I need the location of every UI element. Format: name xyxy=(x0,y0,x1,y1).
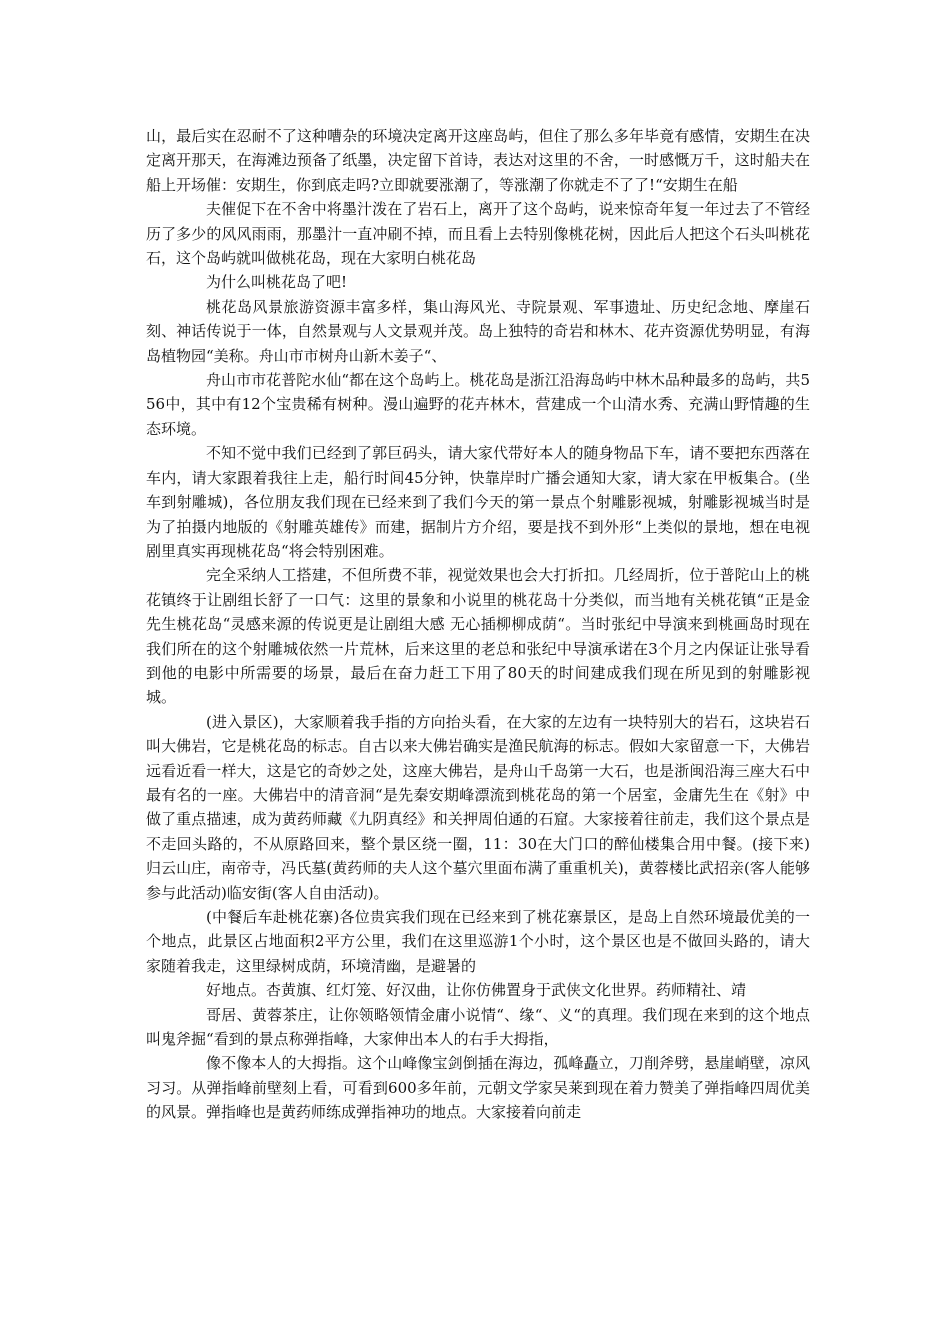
paragraph-finger-peak: 像不像本人的大拇指。这个山峰像宝剑倒插在海边，孤峰矗立，刀削斧劈，悬崖峭壁，凉风习习。从弹指峰前壁刻上看，可看到600多年前，元朝文学家吴莱到现在着力赞美了弹指峰四周优美的风景。弹指峰也是黄药师练成弹指神功的地点。大家接着向前走 xyxy=(146,1054,810,1122)
paragraph-tourism-resources: 桃花岛风景旅游资源丰富多样，集山海风光、寺院景观、军事遗址、历史纪念地、摩崖石刻、神话传说于一体，自然景观与人文景观并茂。岛上独特的奇岩和林木、花卉资源优势明显，有海岛植物园“美称。舟山市市树舟山新木姜子“、 xyxy=(146,297,810,365)
paragraph-wuxia-culture: 好地点。杏黄旗、红灯笼、好汉曲，让你仿佛置身于武侠文化世界。药师精社、靖 xyxy=(206,981,747,1000)
paragraph-ink-stone-legend: 夫催促下在不舍中将墨汁泼在了岩石上，离开了这个岛屿，说来惊奇年复一年过去了不管经历了多少的风风雨雨，那墨汁一直冲刷不掉，而且看上去特别像桃花树，因此后人把这个石头叫桃花石，这个岛屿就叫做桃花岛，现在大家明白桃花岛 xyxy=(146,200,810,268)
paragraph-guoju-pier: 不知不觉中我们已经到了郭巨码头，请大家代带好本人的随身物品下车，请不要把东西落在车内，请大家跟着我往上走，船行时间45分钟，快靠岸时广播会通知大家，请大家在甲板集合。(坐车到射雕城)，各位朋友我们现在已经来到了我们今天的第一景点个射雕影视城，射雕影视城当时是为了拍摄内地版的《射雕英雄传》而建，据制片方介绍，要是找不到外形“上类似的景地，想在电视剧里真实再现桃花岛“将会特别困难。 xyxy=(146,444,810,560)
paragraph-peach-blossom-village: (中餐后车赴桃花寨)各位贵宾我们现在已经来到了桃花寨景区，是岛上自然环境最优美的一个地点，此景区占地面积2平方公里，我们在这里巡游1个小时，这个景区也是不做回头路的，请大家随着我走，这里绿树成荫，环境清幽，是避暑的 xyxy=(146,908,810,975)
paragraph-anqisheng-departure: 山，最后实在忍耐不了这种嘈杂的环境决定离开这座岛屿，但住了那么多年毕竟有感情，安期生在决定离开那天，在海滩边预备了纸墨，决定留下首诗，表达对这里的不舍，一时感慨万千，这时船夫在船上开场催：安期生，你到底走吗?立即就要涨潮了，等涨潮了你就走不了了!“安期生在船 xyxy=(146,127,810,194)
paragraph-city-flower: 舟山市市花普陀水仙“都在这个岛屿上。桃花岛是浙江沿海岛屿中林木品种最多的岛屿，共556中，其中有12个宝贵稀有树种。漫山遍野的花卉林木，营建成一个山清水秀、充满山野情趣的生态环境。 xyxy=(146,371,810,438)
paragraph-ghost-axe: 哥居、黄蓉茶庄，让你领略领情金庸小说情“、缘“、义“的真理。我们现在来到的这个地点叫鬼斧掘“看到的景点称弹指峰，大家伸出本人的右手大拇指， xyxy=(146,1005,810,1049)
paragraph-big-buddha-rock: (进入景区)，大家顺着我手指的方向抬头看，在大家的左边有一块特别大的岩石，这块岩石叫大佛岩，它是桃花岛的标志。自古以来大佛岩确实是渔民航海的标志。假如大家留意一下，大佛岩远看近看一样大，这是它的奇妙之处，这座大佛岩，是舟山千岛第一大石，也是浙闽沿海三座大石中最有名的一座。大佛岩中的清音洞“是先秦安期峰漂流到桃花岛的第一个居室，金庸先生在《射》中做了重点描速，成为黄药师藏《九阴真经》和关押周伯通的石窟。大家接着往前走，我们这个景点是不走回头路的，不从原路回来，整个景区绕一圈，11：30在大门口的醉仙楼集合用中餐。(接下来)归云山庄，南帝寺，冯氏墓(黄药师的夫人这个墓穴里面布满了重重机关)，黄蓉楼比武招亲(客人能够参与此活动)临安街(客人自由活动)。 xyxy=(146,712,810,902)
paragraph-island-name-question: 为什么叫桃花岛了吧! xyxy=(206,273,348,292)
paragraph-film-city-construction: 完全采纳人工搭建，不但所费不菲，视觉效果也会大打折扣。几经周折，位于普陀山上的桃花镇终于让剧组长舒了一口气：这里的景象和小说里的桃花岛十分类似，而当地有关桃花镇“正是金先生桃花岛“灵感来源的传说更是让剧组大感 无心插柳柳成荫“。当时张纪中导演来到桃画岛时现在我们所在的这个射雕城依然一片荒林，后来这里的老总和张纪中导演承诺在3个月之内保证让张导看到他的电影中所需要的场景，最后在奋力赶工下用了80天的时间建成我们现在所见到的射雕影视城。 xyxy=(146,566,810,707)
document-body xyxy=(146,124,810,1125)
